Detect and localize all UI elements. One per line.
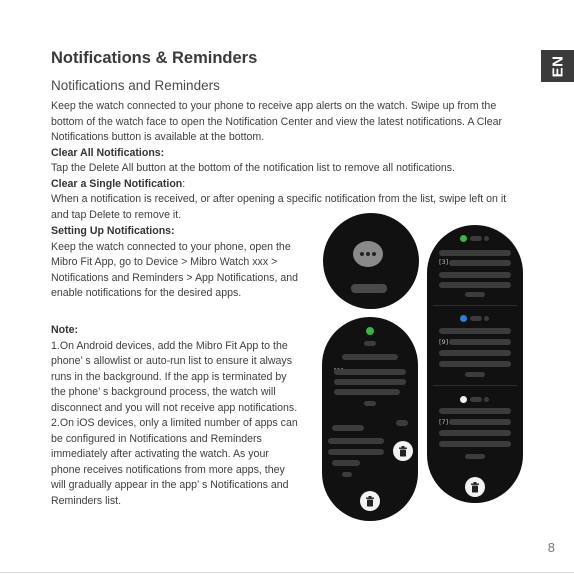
intro-section	[51, 99, 526, 223]
clear-single-heading: Clear a Single Notification	[51, 177, 183, 190]
page-subtitle: Notifications and Reminders	[51, 78, 220, 93]
clear-single-colon: :	[182, 177, 186, 190]
setup-section	[51, 224, 301, 302]
note-section	[51, 323, 301, 509]
trash-icon	[470, 482, 480, 493]
setup-heading: Setting Up Notifications:	[51, 225, 175, 237]
wechat-icon	[366, 327, 374, 335]
trash-icon	[398, 446, 408, 457]
delete-button[interactable]	[360, 491, 380, 511]
notification-count-tag: [7]	[439, 418, 449, 426]
clear-single-text: When a notification is received, or after opening a specific notification from the list, swipe left on it and tap Delete to remove it.	[51, 193, 507, 221]
wechat-icon	[460, 235, 467, 242]
language-tab-label: EN	[549, 55, 566, 77]
watch-notification-detail	[322, 317, 418, 521]
placeholder-bar	[351, 284, 387, 293]
clear-single-heading-line	[51, 177, 526, 193]
delete-button[interactable]	[393, 441, 413, 461]
note-heading: Note:	[51, 324, 79, 336]
setup-text: Keep the watch connected to your phone, open the Mibro Fit App, go to Device > Mibro Watch xxx > Notifications and Reminders > App Notifications, and enable notifications for the desired apps.	[51, 240, 299, 299]
message-bubble-icon	[353, 241, 383, 267]
delete-all-button[interactable]	[465, 477, 485, 497]
trash-icon	[365, 496, 375, 507]
clear-all-text: Tap the Delete All button at the bottom of the notification list to remove all notifications.	[51, 162, 455, 174]
notification-count-tag: [9]	[439, 338, 449, 346]
note-item-android: 1.On Android devices, add the Mibro Fit App to the phone’ s allowlist or auto-run list to ensure it always runs in the background. If the app is terminated by the phone’ s background process, the watch will disconnect and you will not receive app notifications.	[51, 339, 298, 414]
app-icon	[460, 396, 467, 403]
app-icon	[460, 315, 467, 322]
bottom-divider	[0, 572, 574, 573]
note-item-ios: 2.On iOS devices, only a limited number of apps can be configured in Notifications and Reminders immediately after activating the watch. As your phone receives notifications from more apps, they will gradually appear in the app’ s Notifications and Reminders list.	[51, 417, 298, 507]
watch-empty-screen	[323, 213, 419, 309]
watch-notification-list	[427, 225, 523, 503]
clear-all-heading: Clear All Notifications:	[51, 146, 165, 159]
page-number: 8	[547, 540, 555, 555]
language-tab	[541, 50, 574, 82]
notification-count-tag: [3]	[439, 258, 449, 266]
page-title: Notifications & Reminders	[51, 49, 258, 67]
intro-paragraph: Keep the watch connected to your phone to receive app alerts on the watch. Swipe up from the bottom of the watch face to open the Notification Center and view the latest notifications. A Clear Notifications button is available at the bottom.	[51, 100, 503, 143]
